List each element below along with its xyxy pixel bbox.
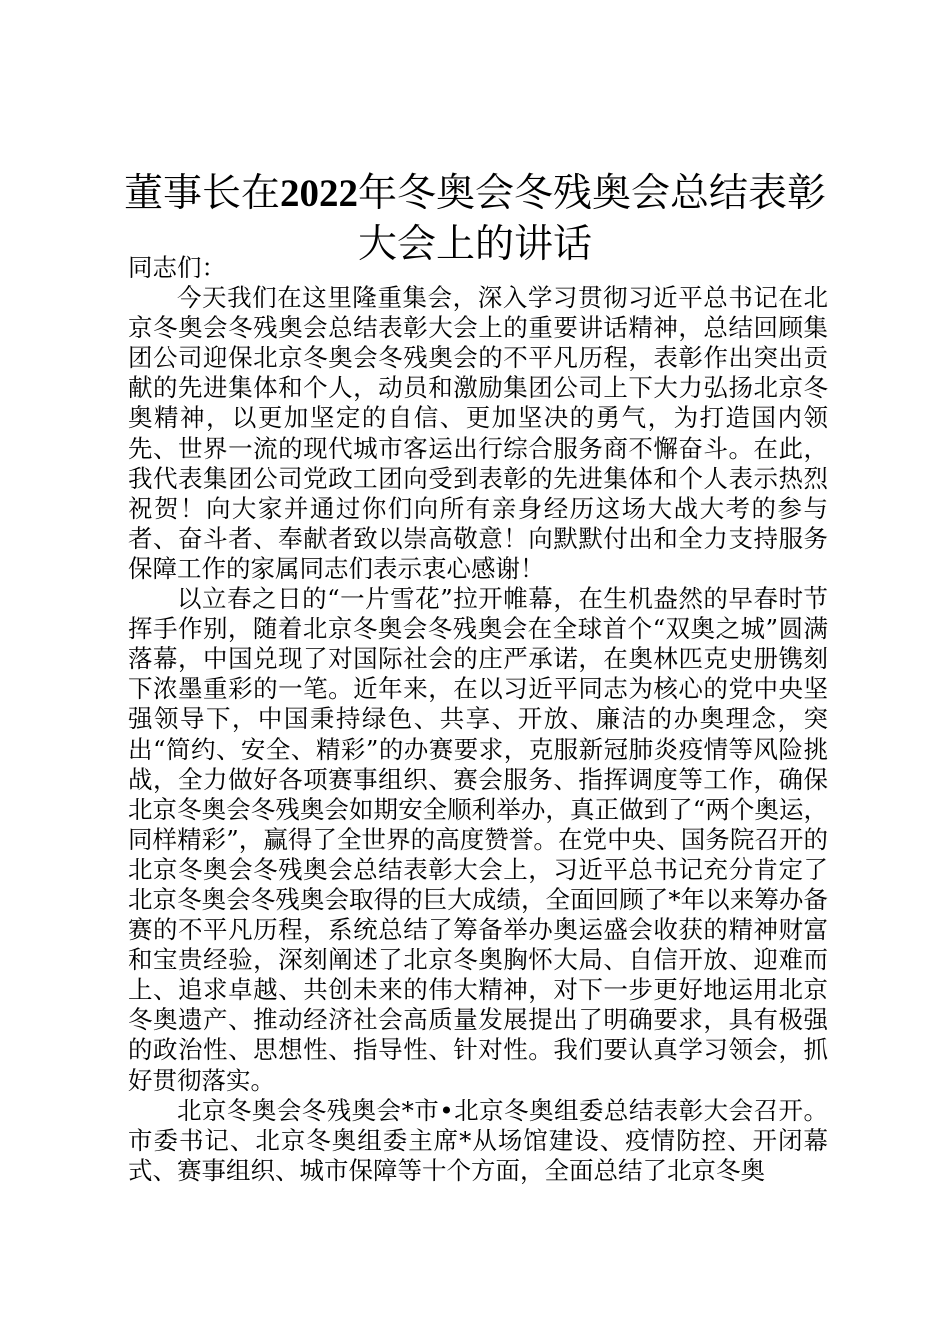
paragraph-olympics-review: 以立春之日的“一片雪花”拉开帷幕，在生机盎然的早春时节挥手作别，随着北京冬奥会冬残奥会在全球首个“双奥之城”圆满落幕，中国兑现了对国际社会的庄严承诺，在奥林匹克史册镌刻下浓墨重彩的一笔。近年来，在以习近平同志为核心的党中央坚强领导下，中国秉持绿色、共享、开放、廉洁的办奥理念，突出“简约、安全、精彩”的办赛要求，克服新冠肺炎疫情等风险挑战，全力做好各项赛事组织、赛会服务、指挥调度等工作，确保北京冬奥会冬残奥会如期安全顺利举办，真正做到了“两个奥运，同样精彩”，赢得了全世界的高度赞誉。在党中央、国务院召开的北京冬奥会冬残奥会总结表彰大会上，习近平总书记充分肯定了北京冬奥会冬残奥会取得的巨大成绩，全面回顾了*年以来筹办备赛的不平凡历程，系统总结了筹备举办奥运盛会收获的精神财富和宝贵经验，深刻阐述了北京冬奥胸怀大局、自信开放、迎难而上、追求卓越、共创未来的伟大精神，对下一步更好地运用北京冬奥遗产、推动经济社会高质量发展提出了明确要求，具有极强的政治性、思想性、指导性、针对性。我们要认真学习领会，抓好贯彻落实。 — [128, 584, 828, 1095]
paragraph-city-summary: 北京冬奥会冬残奥会*市•北京冬奥组委总结表彰大会召开。市委书记、北京冬奥组委主席*从场馆建设、疫情防控、开闭幕式、赛事组织、城市保障等十个方面，全面总结了北京冬奥 — [128, 1095, 828, 1185]
title-text-start: 董事长在 — [123, 171, 280, 216]
document-body — [128, 253, 828, 1186]
title-year: 2022 — [280, 172, 358, 215]
paragraph-opening: 今天我们在这里隆重集会，深入学习贯彻习近平总书记在北京冬奥会冬残奥会总结表彰大会上的重要讲话精神，总结回顾集团公司迎保北京冬奥会冬残奥会的不平凡历程，表彰作出突出贡献的先进集体和个人，动员和激励集团公司上下大力弘扬北京冬奥精神，以更加坚定的自信、更加坚决的勇气，为打造国内领先、世界一流的现代城市客运出行综合服务商不懈奋斗。在此，我代表集团公司党政工团向受到表彰的先进集体和个人表示热烈祝贺！向大家并通过你们向所有亲身经历这场大战大考的参与者、奋斗者、奉献者致以崇高敬意！向默默付出和全力支持服务保障工作的家属同志们表示衷心感谢！ — [128, 283, 828, 583]
salutation: 同志们： — [128, 253, 226, 282]
title-text-end: 年冬奥会冬残奥会总结表彰大会上的讲话 — [357, 171, 827, 267]
